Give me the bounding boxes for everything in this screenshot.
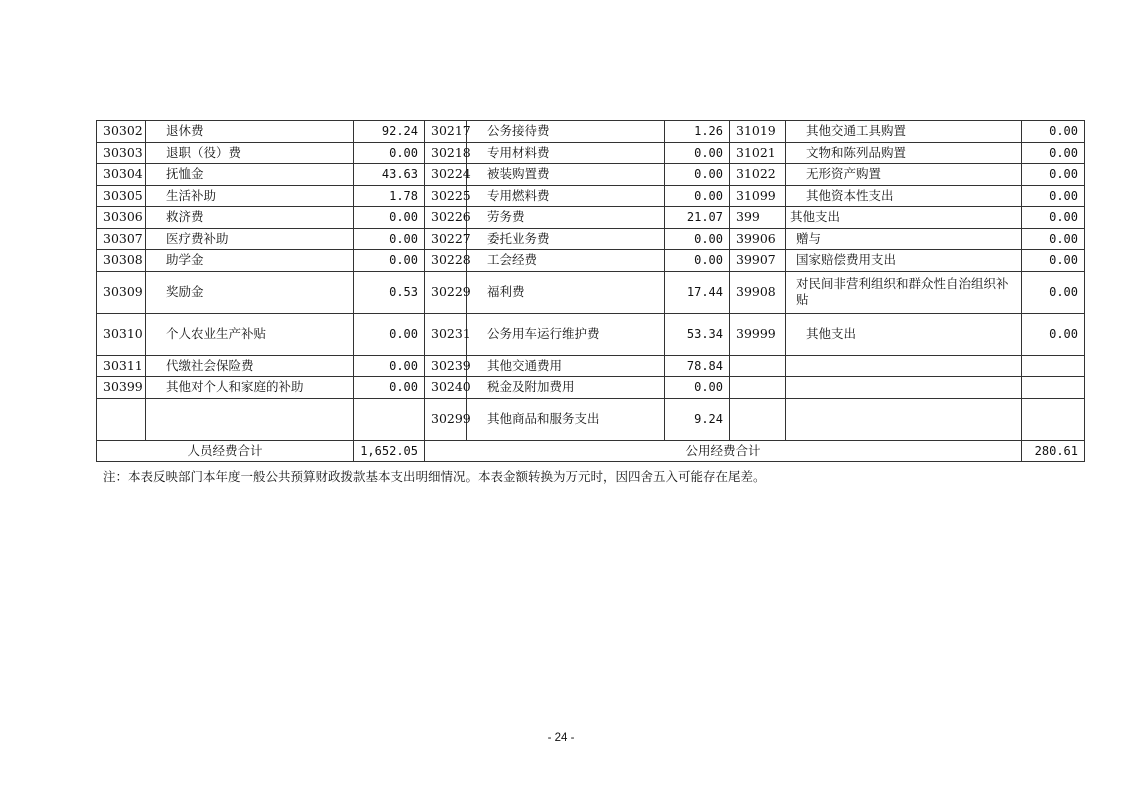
- item-name-cell: 其他交通费用: [467, 355, 665, 377]
- code-cell: 30309: [97, 271, 146, 313]
- code-cell: 31099: [730, 185, 786, 207]
- amount-cell: 0.00: [354, 142, 425, 164]
- item-name-cell: 其他对个人和家庭的补助: [146, 377, 354, 399]
- code-cell: 30224: [425, 164, 467, 186]
- item-name-cell: 文物和陈列品购置: [786, 142, 1022, 164]
- code-cell: 30229: [425, 271, 467, 313]
- code-cell: [730, 377, 786, 399]
- table-row: [97, 377, 1085, 399]
- code-cell: 30310: [97, 313, 146, 355]
- amount-cell: 0.00: [1022, 185, 1085, 207]
- amount-cell: 0.00: [665, 228, 730, 250]
- item-name-cell: 其他支出: [786, 313, 1022, 355]
- amount-cell: 43.63: [354, 164, 425, 186]
- amount-cell: [354, 398, 425, 440]
- code-cell: 30239: [425, 355, 467, 377]
- item-name-cell: 被装购置费: [467, 164, 665, 186]
- item-name-cell: 生活补助: [146, 185, 354, 207]
- item-name-cell: 国家赔偿费用支出: [786, 250, 1022, 272]
- code-cell: 30304: [97, 164, 146, 186]
- amount-cell: 0.00: [665, 377, 730, 399]
- amount-cell: 78.84: [665, 355, 730, 377]
- amount-cell: 1.26: [665, 121, 730, 143]
- item-name-cell: 赠与: [786, 228, 1022, 250]
- code-cell: 30231: [425, 313, 467, 355]
- code-cell: 30307: [97, 228, 146, 250]
- expenditure-detail-table: [96, 120, 1085, 462]
- code-cell: [97, 398, 146, 440]
- table-row: [97, 207, 1085, 229]
- amount-cell: 0.00: [1022, 207, 1085, 229]
- amount-cell: 0.00: [1022, 228, 1085, 250]
- code-cell: [730, 398, 786, 440]
- code-cell: 30305: [97, 185, 146, 207]
- code-cell: 30311: [97, 355, 146, 377]
- item-name-cell: 退休费: [146, 121, 354, 143]
- item-name-cell: 医疗费补助: [146, 228, 354, 250]
- amount-cell: 0.00: [1022, 142, 1085, 164]
- table-row: [97, 250, 1085, 272]
- code-cell: 31021: [730, 142, 786, 164]
- code-cell: 39908: [730, 271, 786, 313]
- code-cell: 30302: [97, 121, 146, 143]
- amount-cell: 92.24: [354, 121, 425, 143]
- amount-cell: 0.00: [665, 185, 730, 207]
- amount-cell: 0.00: [354, 207, 425, 229]
- personnel-total-value: 1,652.05: [354, 440, 425, 462]
- item-name-cell: 其他交通工具购置: [786, 121, 1022, 143]
- table-footnote: 注：本表反映部门本年度一般公共预算财政拨款基本支出明细情况。本表金额转换为万元时，因四舍五入可能存在尾差。: [103, 469, 766, 484]
- table-row: [97, 164, 1085, 186]
- code-cell: 30225: [425, 185, 467, 207]
- amount-cell: 0.00: [1022, 164, 1085, 186]
- item-name-cell: 专用燃料费: [467, 185, 665, 207]
- amount-cell: 0.00: [354, 377, 425, 399]
- table-row: [97, 398, 1085, 440]
- item-name-cell: [786, 355, 1022, 377]
- public-total-label: 公用经费合计: [425, 440, 1022, 462]
- code-cell: 39999: [730, 313, 786, 355]
- item-name-cell: 其他资本性支出: [786, 185, 1022, 207]
- amount-cell: 9.24: [665, 398, 730, 440]
- code-cell: 39907: [730, 250, 786, 272]
- code-cell: 30228: [425, 250, 467, 272]
- amount-cell: 0.00: [354, 313, 425, 355]
- item-name-cell: 劳务费: [467, 207, 665, 229]
- amount-cell: 0.53: [354, 271, 425, 313]
- item-name-cell: 退职（役）费: [146, 142, 354, 164]
- amount-cell: [1022, 377, 1085, 399]
- amount-cell: 17.44: [665, 271, 730, 313]
- table-row: [97, 313, 1085, 355]
- item-name-cell: [146, 398, 354, 440]
- item-name-cell: 个人农业生产补贴: [146, 313, 354, 355]
- page-number: - 24 -: [547, 732, 575, 744]
- item-name-cell: 公务接待费: [467, 121, 665, 143]
- code-cell: 31019: [730, 121, 786, 143]
- item-name-cell: 委托业务费: [467, 228, 665, 250]
- code-cell: 30299: [425, 398, 467, 440]
- amount-cell: 21.07: [665, 207, 730, 229]
- code-cell: [730, 355, 786, 377]
- table-row: [97, 121, 1085, 143]
- item-name-cell: 奖励金: [146, 271, 354, 313]
- amount-cell: 53.34: [665, 313, 730, 355]
- table-row: [97, 271, 1085, 313]
- amount-cell: 0.00: [354, 228, 425, 250]
- table-row: [97, 355, 1085, 377]
- table-row: [97, 185, 1085, 207]
- table-row: [97, 228, 1085, 250]
- item-name-cell: 福利费: [467, 271, 665, 313]
- code-cell: 399: [730, 207, 786, 229]
- code-cell: 39906: [730, 228, 786, 250]
- item-name-cell: 公务用车运行维护费: [467, 313, 665, 355]
- code-cell: 30218: [425, 142, 467, 164]
- item-name-cell: 工会经费: [467, 250, 665, 272]
- public-total-value: 280.61: [1022, 440, 1085, 462]
- amount-cell: 1.78: [354, 185, 425, 207]
- totals-row: [97, 440, 1085, 462]
- item-name-cell: 助学金: [146, 250, 354, 272]
- code-cell: 30226: [425, 207, 467, 229]
- code-cell: 30399: [97, 377, 146, 399]
- item-name-cell: 无形资产购置: [786, 164, 1022, 186]
- amount-cell: 0.00: [354, 250, 425, 272]
- item-name-cell: 税金及附加费用: [467, 377, 665, 399]
- amount-cell: 0.00: [665, 142, 730, 164]
- code-cell: 30227: [425, 228, 467, 250]
- amount-cell: 0.00: [1022, 313, 1085, 355]
- item-name-cell: 对民间非营利组织和群众性自治组织补贴: [786, 271, 1022, 313]
- code-cell: 30303: [97, 142, 146, 164]
- amount-cell: 0.00: [1022, 121, 1085, 143]
- personnel-total-label: 人员经费合计: [97, 440, 354, 462]
- code-cell: 30308: [97, 250, 146, 272]
- item-name-cell: 专用材料费: [467, 142, 665, 164]
- amount-cell: 0.00: [665, 250, 730, 272]
- code-cell: 30306: [97, 207, 146, 229]
- item-name-cell: [786, 377, 1022, 399]
- amount-cell: 0.00: [354, 355, 425, 377]
- amount-cell: 0.00: [1022, 250, 1085, 272]
- item-name-cell: 其他商品和服务支出: [467, 398, 665, 440]
- table-row: [97, 142, 1085, 164]
- item-name-cell: [786, 398, 1022, 440]
- amount-cell: [1022, 355, 1085, 377]
- code-cell: 31022: [730, 164, 786, 186]
- code-cell: 30240: [425, 377, 467, 399]
- item-name-cell: 救济费: [146, 207, 354, 229]
- amount-cell: [1022, 398, 1085, 440]
- item-name-cell: 抚恤金: [146, 164, 354, 186]
- code-cell: 30217: [425, 121, 467, 143]
- item-name-cell: 其他支出: [786, 207, 1022, 229]
- item-name-cell: 代缴社会保险费: [146, 355, 354, 377]
- amount-cell: 0.00: [665, 164, 730, 186]
- amount-cell: 0.00: [1022, 271, 1085, 313]
